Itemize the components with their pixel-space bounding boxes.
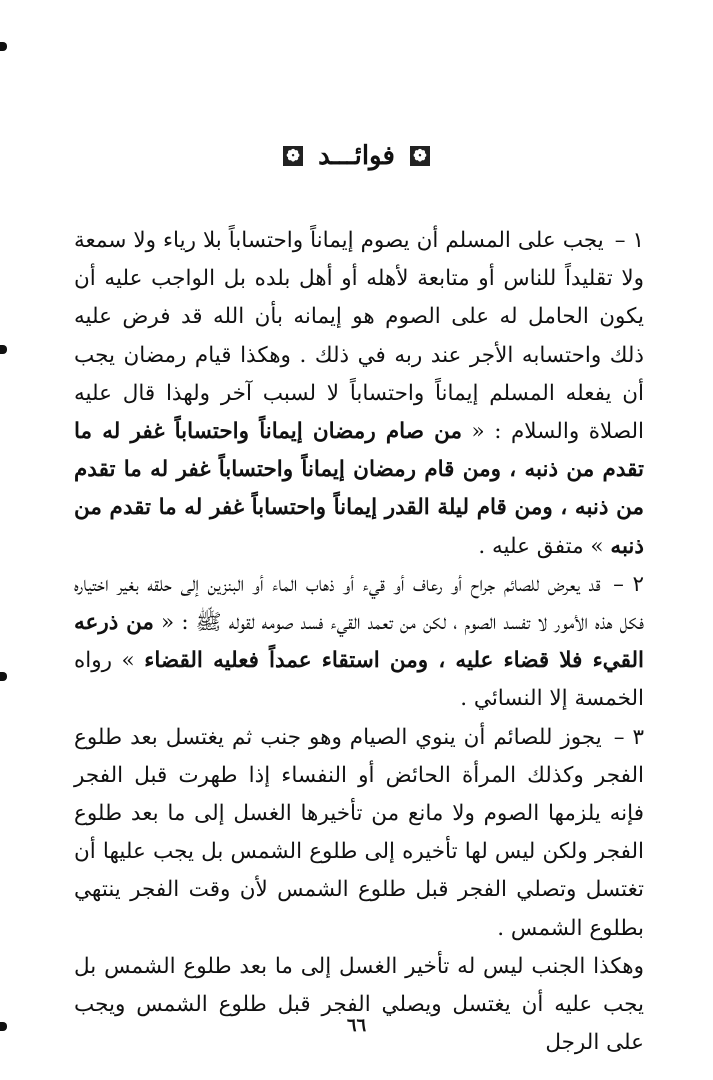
text-run: وهكذا الجنب ليس له تأخير الغسل إلى ما بعد طلوع الشمس بل يجب عليه أن يغتسل ويصلي الفجر قبل طلوع الشمس ويجب على الرجل	[74, 953, 644, 1056]
binding-mark	[0, 42, 7, 51]
text-run: » متفق عليه .	[478, 533, 611, 559]
page-number: ٦٦	[346, 1015, 367, 1036]
paragraph-3	[74, 719, 644, 948]
paragraph-1	[74, 222, 644, 566]
paragraph-4	[74, 948, 644, 1063]
text-run: » رواه الخمسة إلا النسائي .	[74, 648, 644, 712]
hadith-text: من ذرعه القيء فلا قضاء عليه ، ومن استقاء عمداً فعليه القضاء	[74, 610, 645, 674]
body-text	[74, 222, 644, 1062]
binding-mark	[0, 345, 7, 354]
text-run: يجوز للصائم أن ينوي الصيام وهو جنب ثم يغتسل بعد طلوع الفجر وكذلك المرأة الحائض أو النفساء إذا طهرت قبل الفجر فإنه يلزمها الصوم ولا مانع من تأخيرها الغسل إلى ما بعد طلوع الفجر ولكن ليس لها تأخيره إلى طلوع الشمس بل يجب عليها أن تغتسل وتصلي الفجر قبل طلوع الشمس لأن وقت الفجر ينتهي بطلوع الشمس .	[74, 724, 644, 941]
ornament-icon: ❁	[410, 146, 430, 166]
heading-title: فوائـــد	[318, 141, 395, 171]
ornament-icon: ❁	[283, 146, 303, 166]
paragraph-number: ٣ –	[613, 724, 644, 750]
binding-mark	[0, 672, 7, 681]
section-heading	[0, 140, 713, 171]
paragraph-number: ١ –	[614, 228, 644, 253]
paragraph-number: ٢ –	[613, 571, 644, 597]
hadith-text: من صام رمضان إيماناً واحتساباً غفر له ما تقدم من ذنبه ، ومن قام رمضان إيماناً واحتساباً غفر له ما تقدم من ذنبه ، ومن قام ليلة القدر إيماناً واحتساباً غفر له ما تقدم من ذنبه	[74, 419, 644, 559]
paragraph-2	[74, 566, 644, 719]
text-run: يجب على المسلم أن يصوم إيماناً واحتساباً بلا رياء ولا سمعة ولا تقليداً للناس أو متابعة لأهله أو أهل بلده بل الواجب عليه أن يكون الحامل له على الصوم هو إيمانه بأن الله قد فرض عليه ذلك واحتسابه الأجر عند ربه في ذلك . وهكذا قيام رمضان يجب أن يفعله المسلم إيماناً واحتساباً لا لسبب آخر ولهذا قال عليه الصلاة والسلام : «	[74, 228, 644, 445]
text-run: قد يعرض للصائم جراح أو رعاف أو قيء أو ذهاب الماء أو البنزين إلى حلقه بغير اختياره فكل هذه الأمور لا تفسد الصوم ، لكن من تعمد القيء فسد صومه لقوله ﷺ : «	[74, 571, 644, 636]
